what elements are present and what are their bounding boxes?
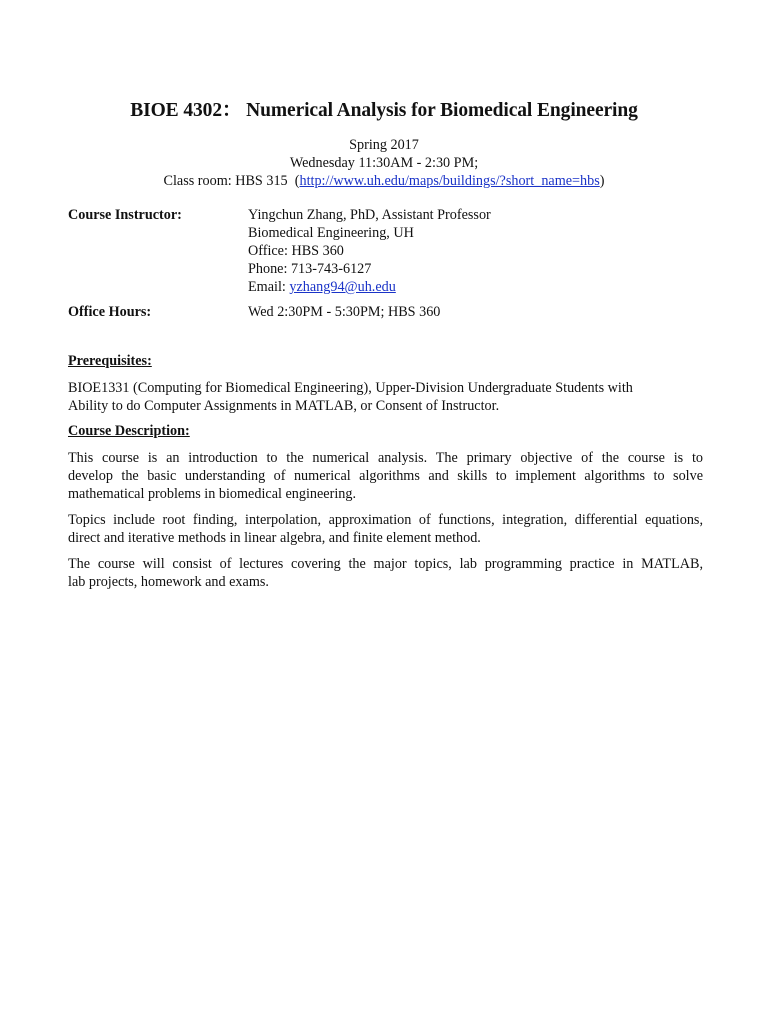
paragraph-line: develop the basic understanding of numerical algorithms and skills to implement algorithms to solve (68, 468, 703, 484)
instructor-email (248, 278, 708, 296)
description-paragraph-3 (68, 555, 703, 591)
email-prefix: Email: (248, 279, 290, 295)
course-description-heading: Course Description: (68, 423, 190, 439)
instructor-name: Yingchun Zhang, PhD, Assistant Professor (248, 207, 491, 223)
classroom (0, 172, 768, 190)
instructor-details (248, 206, 708, 296)
term: Spring 2017 (349, 137, 419, 153)
prerequisites-heading: Prerequisites: (68, 353, 152, 369)
course-header-info (0, 136, 768, 190)
instructor-office: Office: HBS 360 (248, 243, 344, 259)
classroom-suffix: ) (599, 173, 605, 189)
email-link[interactable]: yzhang94@uh.edu (289, 279, 396, 295)
classroom-map-link[interactable]: http://www.uh.edu/maps/buildings/?short_name=hbs (299, 173, 600, 189)
paragraph-line: The course will consist of lectures covering the major topics, lab programming practice in MATLAB, (68, 556, 703, 572)
instructor-department: Biomedical Engineering, UH (248, 225, 414, 241)
instructor-label: Course Instructor: (68, 207, 182, 223)
paragraph-line: direct and iterative methods in linear algebra, and finite element method. (68, 530, 481, 546)
paragraph-line: lab projects, homework and exams. (68, 574, 269, 590)
classroom-prefix: Class room: HBS 315 ( (163, 173, 300, 189)
office-hours-value: Wed 2:30PM - 5:30PM; HBS 360 (248, 304, 441, 320)
paragraph-line: This course is an introduction to the numerical analysis. The primary objective of the course is to (68, 450, 703, 466)
description-paragraph-1 (68, 449, 703, 503)
document-title: BIOE 4302： Numerical Analysis for Biomedical Engineering (130, 100, 638, 121)
schedule: Wednesday 11:30AM - 2:30 PM; (289, 155, 479, 171)
instructor-phone: Phone: 713-743-6127 (248, 261, 372, 277)
paragraph-line: Topics include root finding, interpolation, approximation of functions, integration, differential equations, (68, 512, 703, 528)
prerequisites-line: BIOE1331 (Computing for Biomedical Engineering), Upper-Division Undergraduate Students with (68, 380, 633, 396)
description-paragraph-2 (68, 511, 703, 547)
prerequisites-line: Ability to do Computer Assignments in MATLAB, or Consent of Instructor. (68, 398, 500, 414)
prerequisites-text (68, 379, 703, 415)
paragraph-line: mathematical problems in biomedical engineering. (68, 486, 356, 502)
office-hours-label: Office Hours: (68, 304, 152, 320)
